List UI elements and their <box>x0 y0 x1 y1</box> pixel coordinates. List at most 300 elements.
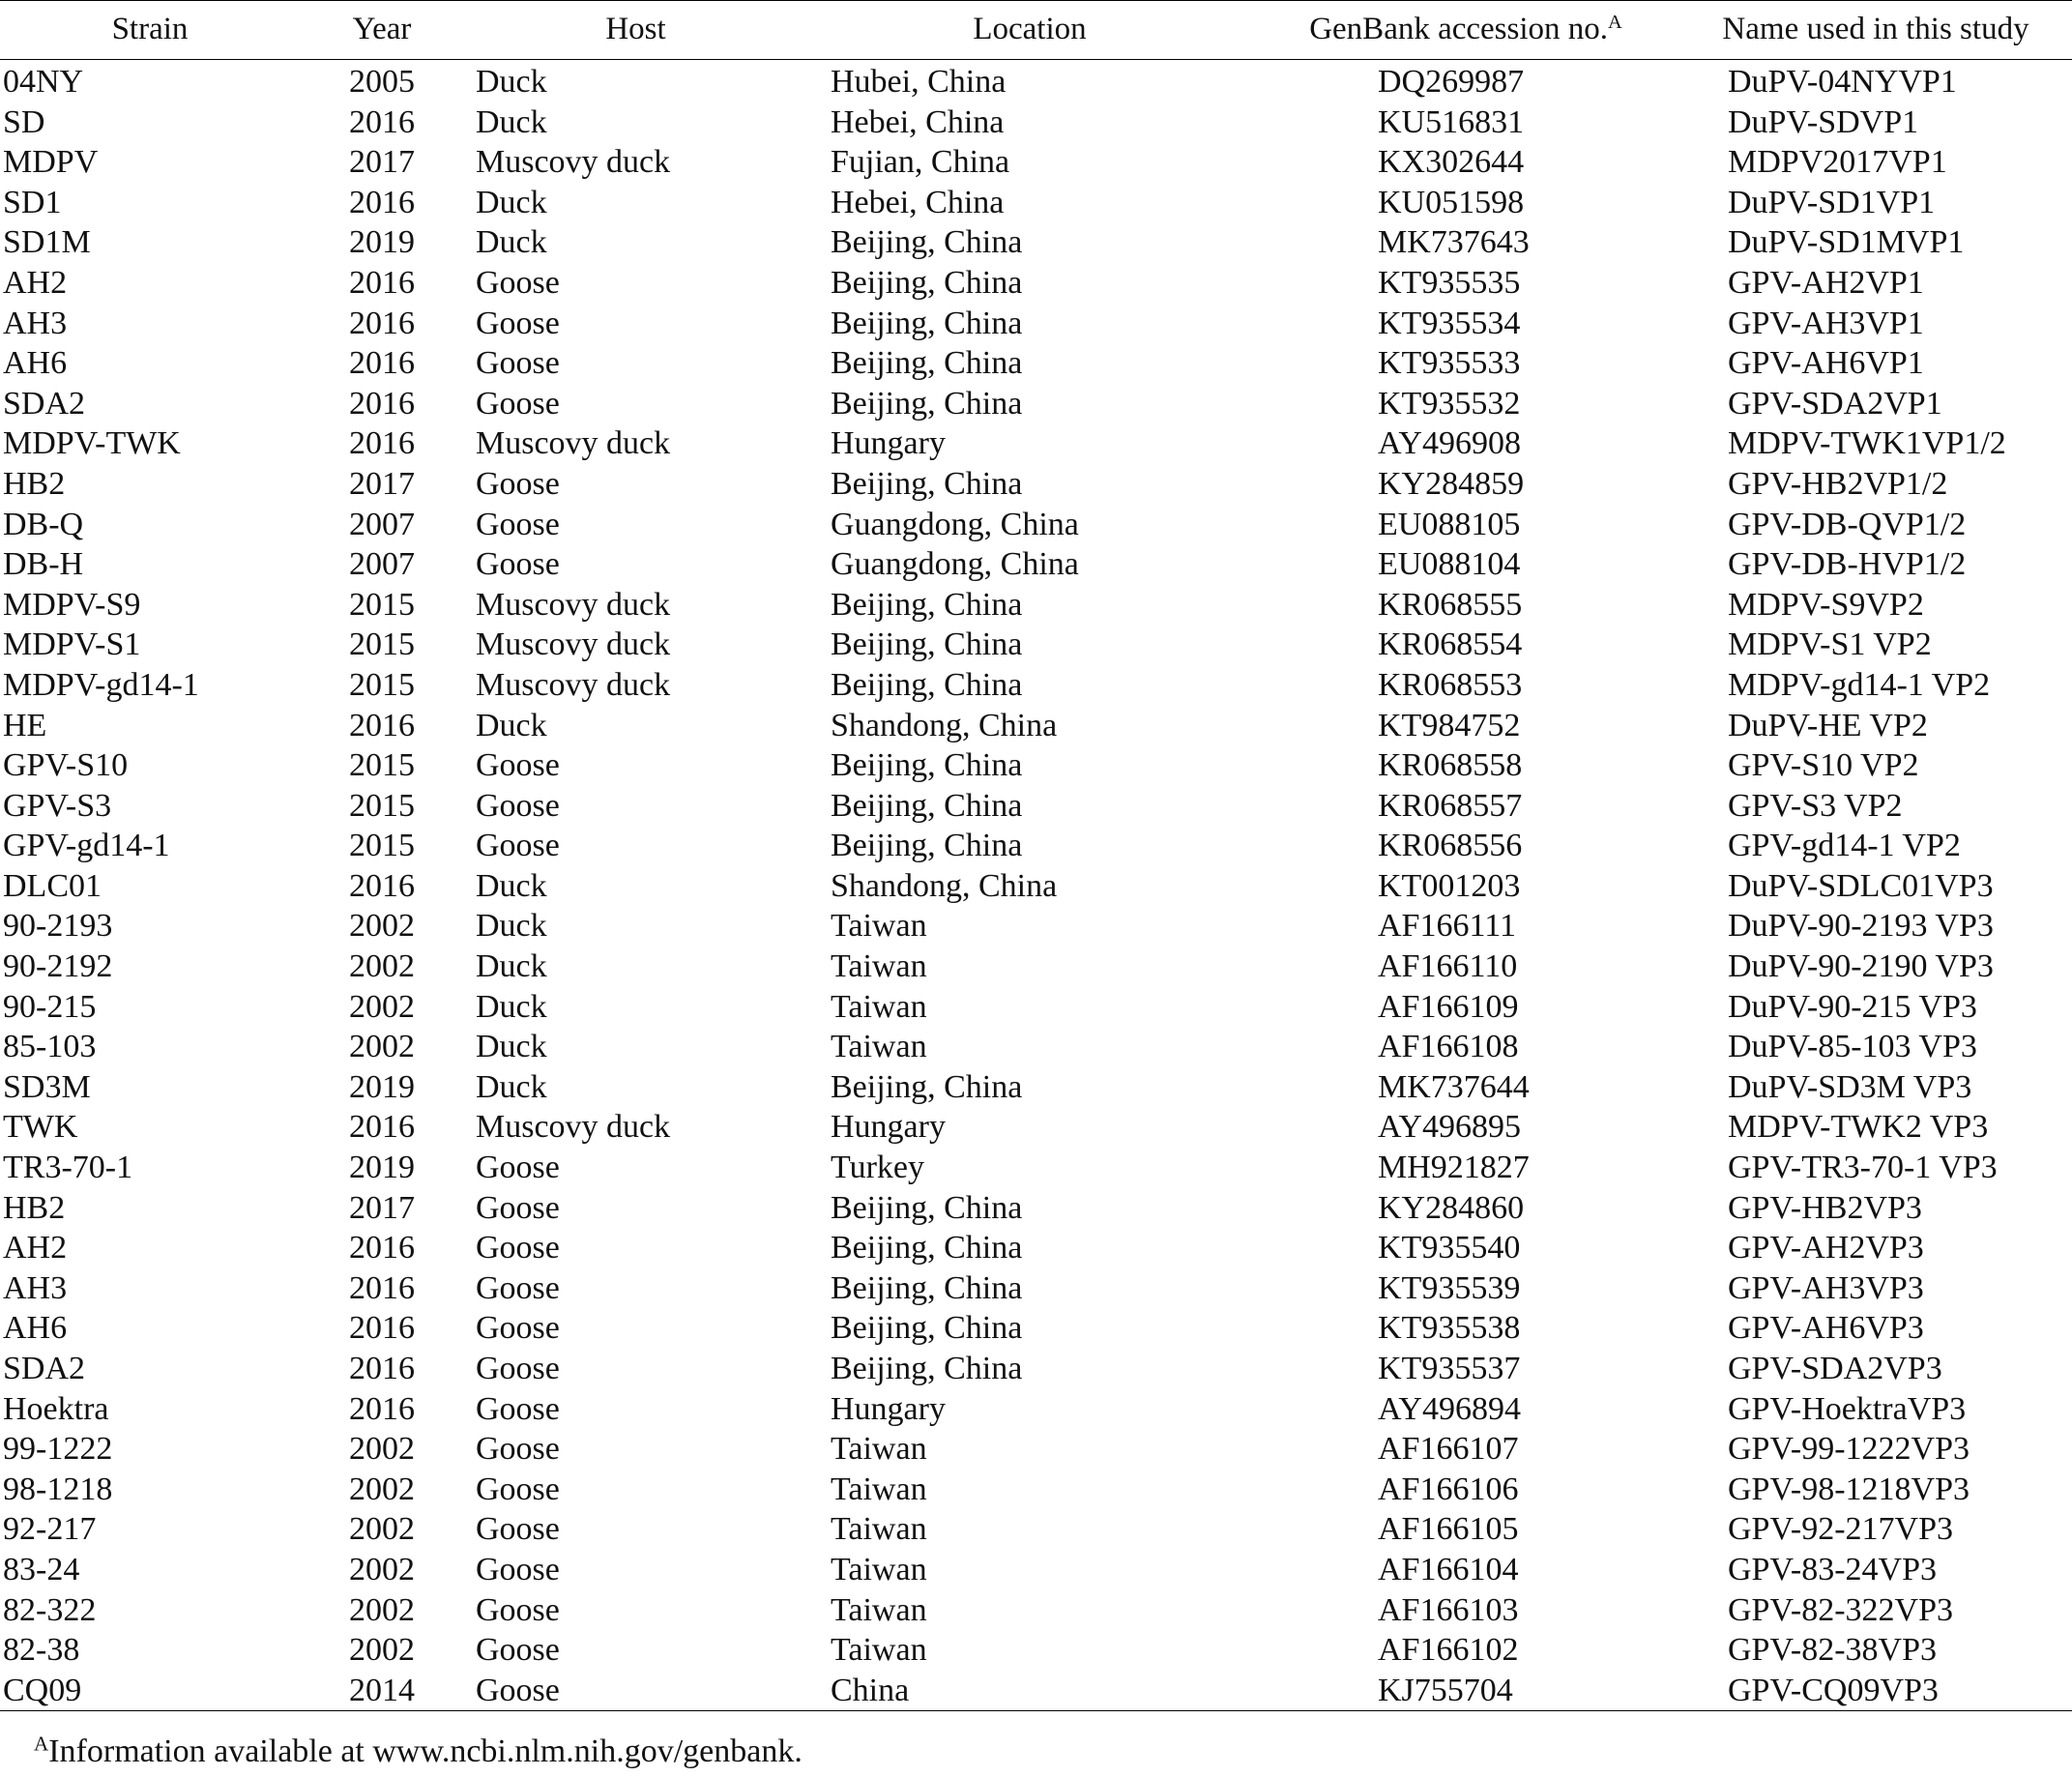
cell-host: Goose <box>464 1671 807 1711</box>
cell-strain: SD1 <box>3 184 62 220</box>
cell-location: Shandong, China <box>831 867 1058 904</box>
cell-genbank-accession: KT984752 <box>1378 707 1521 743</box>
table-row <box>0 1550 2072 1590</box>
cell-study-name: DuPV-90-2190 VP3 <box>1728 948 1994 985</box>
cell-genbank-accession: AY496895 <box>1378 1109 1521 1146</box>
cell-year: 2007 <box>349 506 415 542</box>
cell-location: China <box>807 1671 1252 1711</box>
cell-strain: TWK <box>3 1109 78 1146</box>
cell-year: 2015 <box>349 666 415 703</box>
cell-location: Beijing, China <box>831 1068 1023 1105</box>
table-row <box>0 1188 2072 1229</box>
table-row <box>0 987 2072 1028</box>
cell-study-name: GPV-HoektraVP3 <box>1728 1390 1967 1427</box>
cell-host: Duck <box>476 908 547 945</box>
cell-host: Muscovy duck <box>476 1109 671 1146</box>
cell-host: Muscovy duck <box>476 144 671 181</box>
table-row <box>0 706 2072 746</box>
table-row <box>0 826 2072 866</box>
cell-year: 2002 <box>349 1029 415 1065</box>
table-row <box>0 745 2072 786</box>
cell-strain: MDPV-TWK <box>3 425 181 462</box>
cell-strain: TR3-70-1 <box>3 1150 133 1186</box>
cell-genbank-accession: KU516831 <box>1378 103 1525 140</box>
cell-strain: 85-103 <box>3 1029 97 1065</box>
cell-location: Beijing, China <box>831 264 1023 301</box>
cell-strain: 98-1218 <box>3 1470 113 1507</box>
cell-study-name: GPV-HB2VP3 <box>1728 1189 1922 1226</box>
cell-year: 2002 <box>349 1511 415 1548</box>
table-footnote <box>34 1732 803 1771</box>
table-row <box>0 786 2072 827</box>
cell-strain: GPV-S10 <box>3 747 129 784</box>
cell-study-name: MDPV-S1 VP2 <box>1728 626 1932 663</box>
cell-strain: MDPV-S1 <box>3 626 141 663</box>
cell-host: Goose <box>476 385 560 422</box>
cell-location: Beijing, China <box>831 465 1023 502</box>
cell-year: 2016 <box>349 1390 415 1427</box>
cell-strain: 83-24 <box>3 1551 80 1587</box>
cell-location: Taiwan <box>831 908 927 945</box>
cell-year: 2014 <box>300 1671 464 1711</box>
table-row <box>0 1308 2072 1349</box>
cell-location: Taiwan <box>831 1591 927 1628</box>
cell-genbank-accession: AF166106 <box>1378 1470 1519 1507</box>
cell-study-name: GPV-gd14-1 VP2 <box>1728 828 1961 864</box>
table-row <box>0 906 2072 946</box>
cell-host: Duck <box>476 948 547 985</box>
cell-study-name: GPV-99-1222VP3 <box>1728 1431 1970 1468</box>
cell-genbank-accession: EU088105 <box>1378 506 1521 542</box>
cell-study-name: DuPV-SDLC01VP3 <box>1728 867 1994 904</box>
table-row <box>0 1429 2072 1470</box>
cell-study-name: GPV-HB2VP1/2 <box>1728 465 1948 502</box>
cell-genbank-accession: AF166107 <box>1378 1431 1519 1468</box>
cell-location: Taiwan <box>831 1511 927 1548</box>
cell-location: Beijing, China <box>831 626 1023 663</box>
cell-study-name: MDPV-S9VP2 <box>1728 586 1924 623</box>
cell-location: Taiwan <box>831 1431 927 1468</box>
cell-study-name: DuPV-SDVP1 <box>1728 103 1919 140</box>
cell-host: Goose <box>476 345 560 382</box>
cell-year: 2002 <box>349 1431 415 1468</box>
table-row <box>0 625 2072 665</box>
cell-strain: AH2 <box>3 1230 68 1266</box>
table-row <box>0 304 2072 344</box>
cell-study-name: DuPV-90-2193 VP3 <box>1728 908 1994 945</box>
cell-genbank-accession: KR068553 <box>1378 666 1523 703</box>
cell-year: 2019 <box>349 224 415 261</box>
table-row <box>0 866 2072 907</box>
cell-strain: SD1M <box>3 224 91 261</box>
header-strain: Strain <box>0 1 300 60</box>
cell-strain: SDA2 <box>3 385 86 422</box>
cell-strain: DB-Q <box>3 506 84 542</box>
cell-year: 2016 <box>349 867 415 904</box>
cell-location: Beijing, China <box>831 305 1023 341</box>
cell-year: 2007 <box>349 546 415 583</box>
cell-genbank-accession: AF166102 <box>1378 1632 1519 1669</box>
cell-study-name: GPV-DB-QVP1/2 <box>1728 506 1967 542</box>
cell-strain: AH3 <box>3 1269 68 1306</box>
cell-host: Goose <box>476 1511 560 1548</box>
cell-year: 2017 <box>349 465 415 502</box>
table-row <box>0 665 2072 706</box>
cell-study-name: GPV-AH3VP1 <box>1728 305 1924 341</box>
cell-strain: 82-322 <box>3 1591 97 1628</box>
cell-study-name: MDPV2017VP1 <box>1728 144 1947 181</box>
cell-study-name: DuPV-SD1MVP1 <box>1728 224 1965 261</box>
footnote-marker-ref: A <box>1608 11 1622 33</box>
cell-study-name: GPV-DB-HVP1/2 <box>1728 546 1967 583</box>
cell-host: Goose <box>476 1591 560 1628</box>
cell-genbank-accession: MK737643 <box>1378 224 1530 261</box>
table-row <box>0 1671 2072 1711</box>
cell-study-name: GPV-SDA2VP1 <box>1728 385 1942 422</box>
cell-genbank-accession: DQ269987 <box>1378 64 1525 100</box>
cell-study-name: GPV-S3 VP2 <box>1728 787 1903 824</box>
table-row <box>0 1389 2072 1430</box>
cell-year: 2015 <box>349 626 415 663</box>
cell-year: 2016 <box>349 1310 415 1347</box>
cell-study-name: GPV-82-322VP3 <box>1728 1591 1954 1628</box>
cell-host: Muscovy duck <box>476 425 671 462</box>
cell-year: 2016 <box>349 103 415 140</box>
cell-year: 2015 <box>349 828 415 864</box>
cell-strain: 90-215 <box>3 988 97 1025</box>
cell-location: Taiwan <box>831 988 927 1025</box>
cell-year: 2016 <box>349 184 415 220</box>
cell-year: 2002 <box>349 1551 415 1587</box>
cell-study-name: GPV-AH6VP1 <box>1728 345 1924 382</box>
cell-genbank-accession: AY496894 <box>1378 1390 1521 1427</box>
cell-location: Hebei, China <box>831 103 1005 140</box>
cell-host: Duck <box>476 184 547 220</box>
cell-location: Guangdong, China <box>831 506 1079 542</box>
cell-study-name: DuPV-04NYVP1 <box>1728 64 1957 100</box>
cell-location: Hungary <box>831 425 946 462</box>
cell-genbank-accession: KT935540 <box>1378 1230 1521 1266</box>
cell-genbank-accession: AF166104 <box>1378 1551 1519 1587</box>
cell-genbank-accession: KR068556 <box>1378 828 1523 864</box>
cell-location: Beijing, China <box>831 224 1023 261</box>
cell-host: Goose <box>476 1431 560 1468</box>
table-header <box>0 1 2072 60</box>
cell-host: Goose <box>476 747 560 784</box>
cell-year: 2016 <box>349 707 415 743</box>
cell-host: Goose <box>476 1632 560 1669</box>
cell-strain: 04NY <box>3 64 84 100</box>
cell-genbank-accession: AF166105 <box>1378 1511 1519 1548</box>
table-row <box>0 222 2072 263</box>
cell-study-name: DuPV-SD3M VP3 <box>1728 1068 1972 1105</box>
cell-location: Taiwan <box>831 1029 927 1065</box>
header-location: Location <box>807 1 1252 60</box>
cell-host: Goose <box>476 787 560 824</box>
table-row <box>0 505 2072 545</box>
cell-location: Beijing, China <box>831 828 1023 864</box>
cell-strain: Hoektra <box>3 1390 109 1427</box>
cell-strain: 90-2193 <box>3 908 113 945</box>
cell-study-name: GPV-CQ09VP3 <box>1679 1671 2072 1711</box>
cell-study-name: GPV-AH3VP3 <box>1728 1269 1924 1306</box>
cell-strain: MDPV <box>3 144 99 181</box>
cell-year: 2016 <box>349 425 415 462</box>
cell-study-name: DuPV-SD1VP1 <box>1728 184 1936 220</box>
cell-host: Goose <box>476 506 560 542</box>
cell-study-name: GPV-AH2VP3 <box>1728 1230 1924 1266</box>
cell-genbank-accession: KY284860 <box>1378 1189 1525 1226</box>
cell-location: Hungary <box>831 1390 946 1427</box>
cell-genbank-accession: KY284859 <box>1378 465 1525 502</box>
cell-host: Goose <box>476 828 560 864</box>
cell-host: Duck <box>476 867 547 904</box>
cell-host: Muscovy duck <box>476 626 671 663</box>
table-row <box>0 1509 2072 1550</box>
cell-genbank-accession: EU088104 <box>1378 546 1521 583</box>
table-row <box>0 102 2072 143</box>
cell-genbank-accession: KU051598 <box>1378 184 1525 220</box>
cell-strain: GPV-gd14-1 <box>3 828 170 864</box>
cell-genbank-accession: KR068558 <box>1378 747 1523 784</box>
cell-study-name: GPV-92-217VP3 <box>1728 1511 1954 1548</box>
cell-year: 2015 <box>349 787 415 824</box>
cell-genbank-accession: MH921827 <box>1378 1150 1530 1186</box>
cell-study-name: GPV-98-1218VP3 <box>1728 1470 1970 1507</box>
cell-genbank-accession: AF166103 <box>1378 1591 1519 1628</box>
cell-strain: HE <box>3 707 47 743</box>
cell-genbank-accession: AF166110 <box>1378 948 1518 985</box>
cell-genbank-accession: KT001203 <box>1378 867 1521 904</box>
cell-year: 2016 <box>349 305 415 341</box>
table-row <box>0 263 2072 304</box>
cell-study-name: DuPV-90-215 VP3 <box>1728 988 1977 1025</box>
cell-strain: DB-H <box>3 546 84 583</box>
cell-host: Goose <box>476 305 560 341</box>
cell-host: Duck <box>476 1068 547 1105</box>
cell-host: Goose <box>476 1189 560 1226</box>
cell-year: 2005 <box>349 64 415 100</box>
cell-strain: MDPV-gd14-1 <box>3 666 199 703</box>
cell-strain: 92-217 <box>3 1511 97 1548</box>
cell-study-name: MDPV-TWK1VP1/2 <box>1728 425 2006 462</box>
cell-genbank-accession: KR068557 <box>1378 787 1523 824</box>
table-row <box>0 384 2072 424</box>
table-row <box>0 1107 2072 1148</box>
cell-study-name: MDPV-gd14-1 VP2 <box>1728 666 1991 703</box>
cell-location: Taiwan <box>831 948 927 985</box>
table-row <box>0 183 2072 223</box>
cell-location: Beijing, China <box>831 586 1023 623</box>
cell-strain: 90-2192 <box>3 948 113 985</box>
cell-location: Turkey <box>831 1150 924 1186</box>
cell-genbank-accession: KT935539 <box>1378 1269 1521 1306</box>
cell-year: 2002 <box>349 1470 415 1507</box>
cell-genbank-accession: KR068554 <box>1378 626 1523 663</box>
cell-host: Duck <box>476 103 547 140</box>
cell-strain: CQ09 <box>0 1671 300 1711</box>
header-row <box>0 1 2072 60</box>
cell-genbank-accession: MK737644 <box>1378 1068 1530 1105</box>
cell-strain: 82-38 <box>3 1632 80 1669</box>
cell-year: 2016 <box>349 1109 415 1146</box>
cell-strain: MDPV-S9 <box>3 586 141 623</box>
cell-host: Duck <box>476 1029 547 1065</box>
cell-location: Beijing, China <box>831 666 1023 703</box>
cell-study-name: MDPV-TWK2 VP3 <box>1728 1109 1989 1146</box>
cell-host: Duck <box>476 988 547 1025</box>
cell-location: Fujian, China <box>831 144 1010 181</box>
cell-strain: AH3 <box>3 305 68 341</box>
cell-study-name: GPV-S10 VP2 <box>1728 747 1919 784</box>
cell-host: Goose <box>476 1390 560 1427</box>
header-genbank <box>1252 1 1679 60</box>
cell-strain: DLC01 <box>3 867 102 904</box>
header-genbank-label: GenBank accession no. <box>1309 12 1609 47</box>
cell-study-name: GPV-TR3-70-1 VP3 <box>1728 1150 1998 1186</box>
cell-host: Goose <box>476 1310 560 1347</box>
cell-location: Beijing, China <box>831 787 1023 824</box>
cell-genbank-accession: KT935537 <box>1378 1351 1521 1386</box>
table-row <box>0 60 2072 102</box>
cell-host: Goose <box>476 1230 560 1266</box>
cell-host: Muscovy duck <box>476 666 671 703</box>
cell-year: 2002 <box>349 988 415 1025</box>
cell-location: Beijing, China <box>831 1310 1023 1347</box>
table-row <box>0 1470 2072 1510</box>
header-year: Year <box>300 1 464 60</box>
table-row <box>0 1067 2072 1108</box>
cell-year: 2019 <box>349 1150 415 1186</box>
table-row <box>0 946 2072 987</box>
table-row <box>0 343 2072 384</box>
cell-location: Shandong, China <box>831 707 1058 743</box>
cell-host: Goose <box>476 264 560 301</box>
cell-location: Hebei, China <box>831 184 1005 220</box>
table-row <box>0 142 2072 183</box>
cell-year: 2015 <box>349 586 415 623</box>
cell-genbank-accession: KT935533 <box>1378 345 1521 382</box>
cell-host: Duck <box>476 707 547 743</box>
cell-host: Goose <box>476 465 560 502</box>
cell-genbank-accession: AY496908 <box>1378 425 1521 462</box>
table-row <box>0 1349 2072 1389</box>
cell-year: 2016 <box>349 1269 415 1306</box>
cell-strain: SD <box>3 103 45 140</box>
table-row <box>0 585 2072 626</box>
table-row <box>0 1590 2072 1631</box>
cell-host: Goose <box>476 546 560 583</box>
cell-strain: AH2 <box>3 264 68 301</box>
table-row <box>0 423 2072 464</box>
table-row <box>0 1630 2072 1671</box>
cell-location: Beijing, China <box>831 747 1023 784</box>
cell-study-name: GPV-SDA2VP3 <box>1728 1351 1942 1386</box>
cell-study-name: GPV-83-24VP3 <box>1728 1551 1938 1587</box>
table-row <box>0 1027 2072 1067</box>
cell-host: Duck <box>476 224 547 261</box>
cell-strain: AH6 <box>3 1310 68 1347</box>
cell-genbank-accession: AF166111 <box>1378 908 1516 945</box>
cell-location: Taiwan <box>831 1551 927 1587</box>
cell-location: Guangdong, China <box>831 546 1079 583</box>
cell-year: 2016 <box>349 385 415 422</box>
cell-genbank-accession: KT935532 <box>1378 385 1521 422</box>
cell-genbank-accession: AF166109 <box>1378 988 1519 1025</box>
header-host: Host <box>464 1 807 60</box>
cell-strain: HB2 <box>3 1189 66 1226</box>
cell-year: 2002 <box>349 1591 415 1628</box>
cell-genbank-accession: KX302644 <box>1378 144 1525 181</box>
cell-year: 2002 <box>349 908 415 945</box>
cell-genbank-accession: KJ755704 <box>1252 1671 1679 1711</box>
cell-location: Taiwan <box>831 1632 927 1669</box>
cell-study-name: GPV-82-38VP3 <box>1728 1632 1938 1669</box>
cell-year: 2019 <box>349 1068 415 1105</box>
cell-location: Taiwan <box>831 1470 927 1507</box>
footnote-text: Information available at www.ncbi.nlm.nih.gov/genbank. <box>48 1733 803 1769</box>
header-study-name: Name used in this study <box>1679 1 2072 60</box>
cell-study-name: DuPV-85-103 VP3 <box>1728 1029 1977 1065</box>
cell-genbank-accession: AF166108 <box>1378 1029 1519 1065</box>
cell-strain: 99-1222 <box>3 1431 113 1468</box>
cell-host: Goose <box>476 1470 560 1507</box>
table-row <box>0 464 2072 505</box>
cell-host: Goose <box>476 1351 560 1386</box>
cell-location: Beijing, China <box>831 385 1023 422</box>
cell-strain: SDA2 <box>3 1351 86 1386</box>
cell-strain: HB2 <box>3 465 66 502</box>
cell-host: Duck <box>476 64 547 100</box>
cell-location: Beijing, China <box>831 1189 1023 1226</box>
cell-location: Hungary <box>831 1109 946 1146</box>
cell-location: Hubei, China <box>831 64 1007 100</box>
table-row <box>0 1228 2072 1268</box>
cell-genbank-accession: KT935534 <box>1378 305 1521 341</box>
cell-year: 2002 <box>349 948 415 985</box>
cell-location: Beijing, China <box>831 1351 1023 1386</box>
cell-location: Beijing, China <box>831 1230 1023 1266</box>
cell-location: Beijing, China <box>831 345 1023 382</box>
cell-host: Goose <box>476 1551 560 1587</box>
footnote-marker: A <box>34 1732 49 1756</box>
cell-strain: GPV-S3 <box>3 787 112 824</box>
table-row <box>0 1148 2072 1188</box>
cell-genbank-accession: KR068555 <box>1378 586 1523 623</box>
cell-genbank-accession: KT935535 <box>1378 264 1521 301</box>
cell-year: 2016 <box>349 1351 415 1386</box>
table-row <box>0 1268 2072 1309</box>
table-row <box>0 544 2072 585</box>
cell-strain: SD3M <box>3 1068 91 1105</box>
cell-host: Goose <box>476 1269 560 1306</box>
cell-year: 2016 <box>349 264 415 301</box>
cell-location: Beijing, China <box>831 1269 1023 1306</box>
table-body <box>0 60 2072 1711</box>
cell-year: 2016 <box>349 345 415 382</box>
cell-year: 2015 <box>349 747 415 784</box>
cell-study-name: GPV-AH6VP3 <box>1728 1310 1924 1347</box>
cell-year: 2016 <box>349 1230 415 1266</box>
cell-strain: AH6 <box>3 345 68 382</box>
cell-study-name: DuPV-HE VP2 <box>1728 707 1928 743</box>
cell-study-name: GPV-AH2VP1 <box>1728 264 1924 301</box>
cell-host: Goose <box>476 1150 560 1186</box>
cell-year: 2017 <box>349 144 415 181</box>
cell-year: 2017 <box>349 1189 415 1226</box>
cell-genbank-accession: KT935538 <box>1378 1310 1521 1347</box>
cell-host: Muscovy duck <box>476 586 671 623</box>
